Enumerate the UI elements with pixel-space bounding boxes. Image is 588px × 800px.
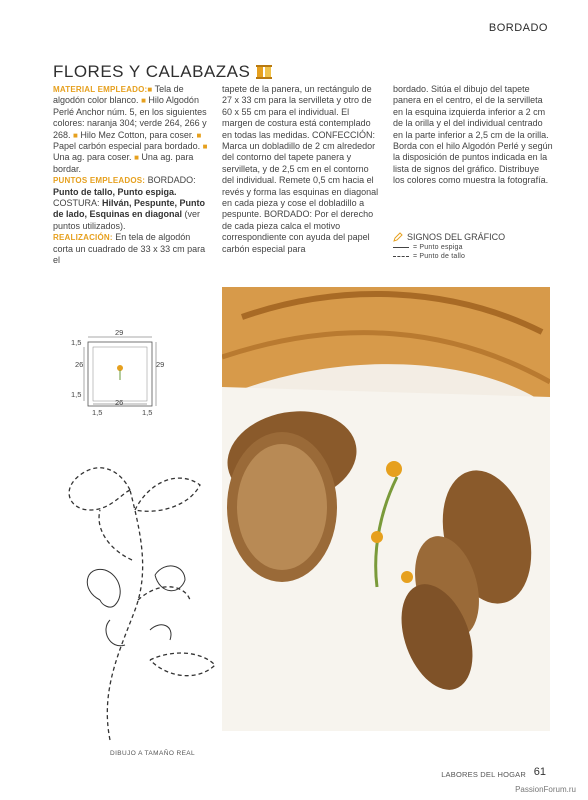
instructions-paragraph: REALIZACIÓN: En tela de algodón corta un cuadrado de 33 x 33 cm para el [53, 232, 206, 266]
watermark: PassionForum.ru [515, 785, 576, 794]
dim-corner-bl: 1,5 [71, 390, 82, 399]
materials-paragraph: MATERIAL EMPLEADO:■ Tela de algodón color blanco. ■ Hilo Algodón Perlé Anchor núm. 5, en los siguientes colores: naranja 304; verde 264, 266 y 268. ■ Hilo Mez Cotton, para coser. ■ Papel carbón especial para bordado. ■ Una ag. para coser. ■ Una ag. para bordar. [53, 84, 208, 174]
drawing-caption: DIBUJO A TAMAÑO REAL [110, 750, 196, 757]
section-tag: BORDADO [488, 22, 548, 34]
dim-bottom: 26 [115, 398, 124, 407]
article-column-1 [53, 84, 211, 267]
article-column-2: tapete de la panera, un rectángulo de 27 x 33 cm para la servilleta y otro de 60 x 55 cm para el individual. El margen de costura está contemplado en todas las medidas. CONFECCIÓN: Marca un dobladillo de 2 cm alrededor del contorno del tapete panera y servilleta, y de 2,5 cm en el contorno del individual. Remete 0,5 cm hacia el revés y forma las esquinas en diagonal en cada pieza y cose el dobladillo a pespunte. BORDADO: Por el derecho de cada pieza calca el motivo correspondiente con ayuda del papel carbón especial para [222, 84, 379, 254]
title-text: FLORES Y CALABAZAS [53, 62, 251, 81]
product-photo [222, 287, 550, 731]
thread-spool-icon [256, 65, 272, 79]
dimension-diagram [70, 330, 170, 420]
chart-legend [393, 232, 543, 260]
dim-top: 29 [115, 328, 124, 337]
magazine-name: LABORES DEL HOGAR [441, 770, 526, 779]
article-column-3: bordado. Sitúa el dibujo del tapete panera en el centro, el de la servilleta en la esquina izquierda inferior a 2 cm de la orilla y el del individual centrado en la parte inferior a 2,5 cm de la orilla. Borda con el hilo Algodón Perlé y según la disposición de puntos indicada en la lista de signos del gráfico. Distribuye los colores como muestra la fotografía. [393, 84, 553, 186]
dim-left: 26 [75, 360, 84, 369]
dim-bottom-right: 1,5 [142, 408, 153, 417]
article-title [53, 62, 272, 82]
page-number: 61 [533, 766, 546, 778]
dim-corner-tl: 1,5 [71, 338, 82, 347]
legend-title: SIGNOS DEL GRÁFICO [407, 232, 506, 242]
dim-right: 29 [156, 360, 165, 369]
legend-item-espiga: = Punto espiga [393, 244, 543, 251]
legend-item-tallo: = Punto de tallo [393, 253, 543, 260]
dim-bottom-left: 1,5 [92, 408, 103, 417]
pencil-icon [393, 232, 403, 242]
stitches-paragraph: PUNTOS EMPLEADOS: BORDADO: Punto de tallo, Punto espiga. COSTURA: Hilván, Pespunte, Punto de lado, Esquinas en diagonal (ver puntos utilizados). [53, 175, 206, 231]
embroidery-pattern-drawing [40, 450, 220, 750]
